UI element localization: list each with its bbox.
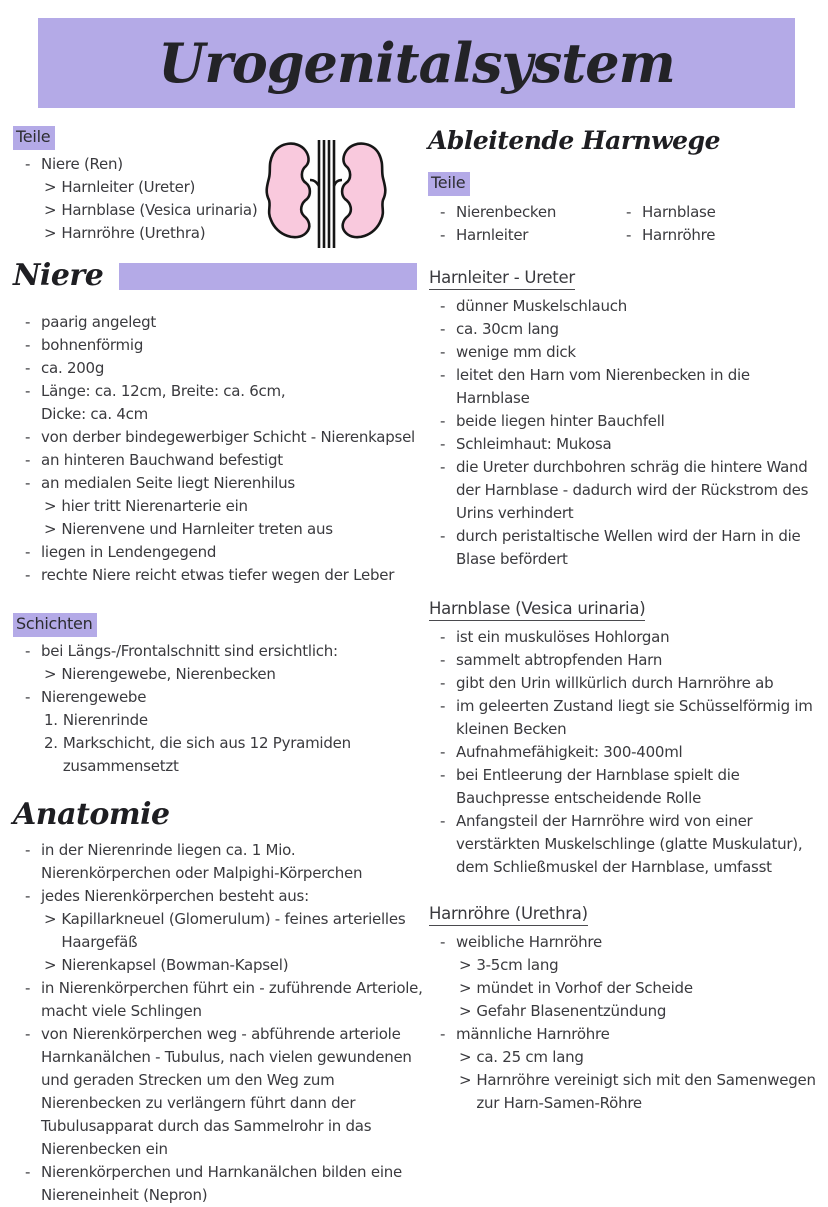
list-item (25, 403, 425, 426)
list-item (25, 839, 425, 885)
item-text: leitet den Harn vom Nierenbecken in die Harnblase (456, 366, 750, 407)
bullet-marker: - (440, 628, 446, 646)
list-item (440, 318, 826, 341)
bullet-marker: > (44, 178, 57, 196)
item-text: an hinteren Bauchwand befestigt (41, 451, 283, 469)
bullet-marker: - (440, 674, 446, 692)
schichten-section (13, 613, 425, 778)
bullet-marker: > (459, 979, 472, 997)
list-item (25, 311, 425, 334)
bullet-marker: - (440, 651, 446, 669)
left-kidney (267, 144, 310, 238)
list-item (459, 1000, 826, 1023)
item-text: Nierenkapsel (Bowman-Kapsel) (61, 956, 289, 974)
item-text: die Ureter durchbohren schräg die hintere Wand der Harnblase - dadurch wird der Rückstrom des Urins verhindert (456, 458, 809, 522)
bullet-marker: - (25, 451, 31, 469)
list-item (44, 709, 425, 732)
niere-heading: Niere (13, 258, 104, 293)
item-text: 3-5cm lang (476, 956, 559, 974)
bullet-marker: - (440, 812, 446, 830)
list-item (25, 357, 425, 380)
item-text: Harnröhre (642, 226, 716, 244)
anatomie-list (13, 839, 425, 1207)
item-text: Niere (Ren) (41, 155, 123, 173)
bullet-marker: > (44, 224, 57, 242)
list-item (25, 1161, 425, 1207)
list-item (626, 224, 826, 247)
item-text: bohnenförmig (41, 336, 144, 354)
item-text: gibt den Urin willkürlich durch Harnröhre ab (456, 674, 774, 692)
item-text: ist ein muskulöses Hohlorgan (456, 628, 670, 646)
bullet-marker: - (25, 474, 31, 492)
list-item (25, 977, 425, 1023)
bullet-marker: - (25, 336, 31, 354)
harnleiter-list (428, 295, 826, 571)
bullet-marker: - (440, 343, 446, 361)
item-text: Schleimhaut: Mukosa (456, 435, 612, 453)
item-text: ca. 30cm lang (456, 320, 559, 338)
item-text: Harnröhre vereinigt sich mit den Samenwegen zur Harn-Samen-Röhre (476, 1071, 816, 1112)
bullet-marker: - (25, 382, 31, 400)
item-text: sammelt abtropfenden Harn (456, 651, 663, 669)
list-item (459, 954, 826, 977)
harnblase-list (428, 626, 826, 879)
bullet-marker: - (440, 766, 446, 784)
bullet-marker: - (440, 458, 446, 476)
list-item (440, 341, 826, 364)
item-text: von Nierenkörperchen weg - abführende arteriole Harnkanälchen - Tubulus, nach vielen gewundenen und geraden Strecken um den Weg zum Nierenbecken zu verlängern führt dann der Tubulusapparat durch das Sammelrohr in das Nierenbecken ein (41, 1025, 412, 1158)
list-item (25, 426, 425, 449)
item-text: wenige mm dick (456, 343, 576, 361)
renal-vessel-left (310, 180, 319, 186)
bullet-marker: - (440, 743, 446, 761)
list-item (440, 224, 614, 247)
item-text: Kapillarkneuel (Glomerulum) - feines arterielles Haargefäß (61, 910, 406, 951)
item-text: Harnblase (642, 203, 716, 221)
list-item (440, 410, 826, 433)
list-item (440, 672, 826, 695)
bullet-marker: - (440, 1025, 446, 1043)
list-item (459, 977, 826, 1000)
bullet-marker: > (459, 956, 472, 974)
item-text: in der Nierenrinde liegen ca. 1 Mio. Nierenkörperchen oder Malpighi-Körperchen (41, 841, 363, 882)
list-item (440, 931, 826, 954)
list-item (25, 686, 425, 709)
bullet-marker: - (25, 979, 31, 997)
bullet-marker: - (440, 226, 446, 244)
item-text: hier tritt Nierenarterie ein (61, 497, 248, 515)
page-title: Urogenitalsystem (158, 31, 675, 95)
bullet-marker: > (459, 1002, 472, 1020)
bullet-marker: - (440, 366, 446, 384)
list-item (459, 1046, 826, 1069)
list-item (25, 334, 425, 357)
item-text: Nierengewebe, Nierenbecken (61, 665, 276, 683)
item-text: dünner Muskelschlauch (456, 297, 627, 315)
harnblase-heading: Harnblase (Vesica urinaria) (429, 598, 645, 621)
list-item (25, 380, 425, 403)
bullet-marker: > (44, 956, 57, 974)
list-item (44, 954, 425, 977)
list-item (440, 364, 826, 410)
bullet-marker: - (25, 688, 31, 706)
bullet-marker: - (440, 435, 446, 453)
list-item (44, 518, 425, 541)
list-item (440, 433, 826, 456)
anatomie-section (13, 794, 425, 1207)
item-text: weibliche Harnröhre (456, 933, 602, 951)
item-text: in Nierenkörperchen führt ein - zuführende Arteriole, macht viele Schlingen (41, 979, 423, 1020)
item-text: Aufnahmefähigkeit: 300-400ml (456, 743, 683, 761)
item-text: Nierenbecken (456, 203, 557, 221)
bullet-marker: - (440, 320, 446, 338)
item-text: bei Entleerung der Harnblase spielt die Bauchpresse entscheidende Rolle (456, 766, 740, 807)
item-text: liegen in Lendengegend (41, 543, 217, 561)
niere-heading-row (13, 255, 417, 297)
item-text: Harnleiter (Ureter) (61, 178, 196, 196)
list-item (25, 885, 425, 908)
bullet-marker: - (626, 226, 632, 244)
bullet-marker: 1. (44, 711, 58, 729)
niere-list (13, 311, 425, 587)
list-item (440, 649, 826, 672)
list-item (440, 456, 826, 525)
bullet-marker: - (25, 543, 31, 561)
list-item (440, 525, 826, 571)
list-item (440, 1023, 826, 1046)
item-text: Harnleiter (456, 226, 529, 244)
bullet-marker: - (440, 527, 446, 545)
schichten-list (13, 640, 425, 778)
list-item (25, 564, 425, 587)
list-item (44, 908, 425, 954)
item-text: Nierengewebe (41, 688, 147, 706)
list-item (25, 1023, 425, 1161)
bullet-marker: - (626, 203, 632, 221)
item-text: rechte Niere reicht etwas tiefer wegen der Leber (41, 566, 395, 584)
item-text: ca. 200g (41, 359, 105, 377)
item-text: an medialen Seite liegt Nierenhilus (41, 474, 295, 492)
title-banner (38, 18, 795, 108)
list-item (44, 495, 425, 518)
harnroehre-list (428, 931, 826, 1115)
item-text: ca. 25 cm lang (476, 1048, 584, 1066)
item-text: Harnröhre (Urethra) (61, 224, 206, 242)
harnblase-section (428, 598, 826, 879)
item-text: Markschicht, die sich aus 12 Pyramiden zusammensetzt (62, 734, 351, 775)
bullet-marker: > (44, 665, 57, 683)
kidneys-illustration (263, 138, 389, 250)
right-kidney (342, 144, 385, 238)
right-teile-block (428, 172, 826, 247)
bullet-marker: - (25, 428, 31, 446)
bullet-marker: > (44, 520, 57, 538)
item-text: Nierenvene und Harnleiter treten aus (61, 520, 333, 538)
bullet-marker (25, 403, 36, 426)
list-item (440, 741, 826, 764)
item-text: Nierenkörperchen und Harnkanälchen bilden eine Niereneinheit (Nepron) (41, 1163, 402, 1204)
harnroehre-heading: Harnröhre (Urethra) (429, 903, 588, 926)
bullet-marker: - (25, 313, 31, 331)
bullet-marker: - (440, 412, 446, 430)
bullet-marker: - (440, 697, 446, 715)
item-text: paarig angelegt (41, 313, 157, 331)
right-teile-grid (428, 201, 826, 247)
left-teile-label: Teile (13, 126, 55, 150)
item-text: Gefahr Blasenentzündung (476, 1002, 667, 1020)
list-item (25, 640, 425, 663)
list-item (44, 732, 425, 778)
list-item (440, 810, 826, 879)
item-text: durch peristaltische Wellen wird der Harn in die Blase befördert (456, 527, 801, 568)
bullet-marker: - (25, 359, 31, 377)
bullet-marker: > (44, 497, 57, 515)
list-item (440, 295, 826, 318)
bullet-marker: > (44, 201, 57, 219)
list-item (440, 626, 826, 649)
bullet-marker: - (25, 841, 31, 859)
right-column (428, 124, 826, 1115)
bullet-marker: > (459, 1071, 472, 1089)
item-text: im geleerten Zustand liegt sie Schüsselförmig im kleinen Becken (456, 697, 813, 738)
bullet-marker: - (25, 642, 31, 660)
list-item (440, 695, 826, 741)
bullet-marker: - (25, 566, 31, 584)
item-text: Harnblase (Vesica urinaria) (61, 201, 258, 219)
list-item (459, 1069, 826, 1115)
item-text: Nierenrinde (62, 711, 148, 729)
right-teile-label: Teile (428, 172, 470, 196)
list-item (25, 541, 425, 564)
bullet-marker: - (25, 155, 31, 173)
item-text: bei Längs-/Frontalschnitt sind ersichtlich: (41, 642, 338, 660)
bullet-marker: > (44, 910, 57, 928)
harnroehre-section (428, 903, 826, 1115)
bullet-marker: - (25, 887, 31, 905)
bullet-marker: > (459, 1048, 472, 1066)
heading-accent-bar (119, 263, 417, 290)
bullet-marker: - (440, 203, 446, 221)
item-text: beide liegen hinter Bauchfell (456, 412, 665, 430)
harnleiter-heading: Harnleiter - Ureter (429, 267, 575, 290)
left-column (13, 126, 425, 1207)
schichten-label: Schichten (13, 613, 97, 637)
bullet-marker: - (440, 297, 446, 315)
item-text: Anfangsteil der Harnröhre wird von einer verstärkten Muskelschlinge (glatte Muskulatur), dem Schließmuskel der Harnblase, umfasst (456, 812, 803, 876)
harnleiter-section (428, 267, 826, 571)
bullet-marker: - (25, 1163, 31, 1181)
item-text: männliche Harnröhre (456, 1025, 610, 1043)
bullet-marker: - (25, 1025, 31, 1043)
list-item (626, 201, 826, 224)
anatomie-heading: Anatomie (13, 797, 170, 832)
item-text: von derber bindegewerbiger Schicht - Nierenkapsel (41, 428, 415, 446)
list-item (25, 449, 425, 472)
bullet-marker: 2. (44, 734, 58, 752)
item-text: Dicke: ca. 4cm (41, 405, 149, 423)
item-text: Länge: ca. 12cm, Breite: ca. 6cm, (41, 382, 286, 400)
list-item (25, 472, 425, 495)
list-item (440, 764, 826, 810)
ableitende-harnwege-heading: Ableitende Harnwege (428, 126, 720, 155)
item-text: jedes Nierenkörperchen besteht aus: (41, 887, 309, 905)
bullet-marker: - (440, 933, 446, 951)
list-item (440, 201, 614, 224)
item-text: mündet in Vorhof der Scheide (476, 979, 693, 997)
list-item (44, 663, 425, 686)
